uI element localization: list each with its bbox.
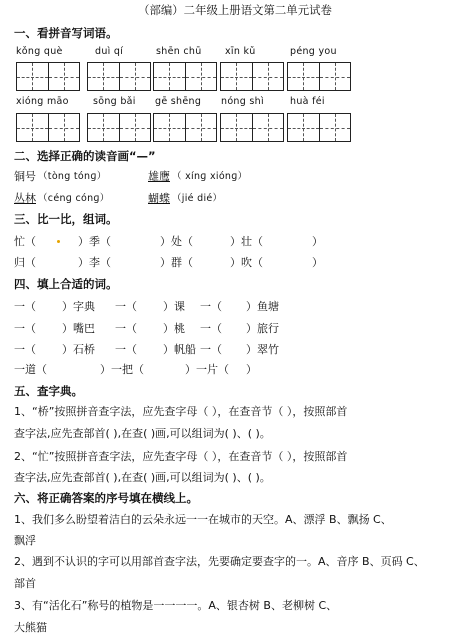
section-2-heading: 二、选择正确的读音画“—” — [14, 149, 156, 163]
pinyin-choice[interactable]: （ xínɡ xiónɡ） — [172, 171, 248, 182]
pinyin-xiongmao: xióng māo — [16, 96, 69, 107]
fill-measure: ）课 — [163, 300, 185, 313]
writing-grid[interactable] — [220, 62, 284, 91]
compare-char: ）季（ — [78, 235, 111, 248]
compare-char: ） — [312, 235, 323, 248]
dict-question-1: 1、“桥”按照拼音查字法，应先查字母（ ），在查音节（ ），按照部首 — [14, 405, 348, 418]
fill-measure: ）石桥 — [62, 343, 95, 356]
writing-grid[interactable] — [87, 113, 151, 142]
choice-question-3: 3、有“活化石”称号的植物是一一一一。A、银杏树 B、老柳树 C、 — [14, 599, 338, 612]
pinyin-choice[interactable]: （jié dié） — [172, 193, 223, 204]
dict-question-2-cont: 查字法,应先查部首( ),在查( )画,可以组词为( )、( )。 — [14, 471, 271, 484]
fill-measure: 一（ — [115, 343, 137, 356]
choice-question-2: 2、遇到不认识的字可以用部首查字法，先要确定要查字的一。A、音序 B、页码 C、 — [14, 555, 425, 568]
compare-char: ）李（ — [78, 256, 111, 269]
choice-question-1-cont: 飘浮 — [14, 534, 36, 547]
pinyin-duiqi: duì qí — [95, 46, 124, 57]
fill-measure: 一（ — [14, 343, 36, 356]
writing-grid[interactable] — [16, 62, 80, 91]
fill-measure: ）嘴巴 — [62, 322, 95, 335]
compare-char: ）吹（ — [230, 256, 263, 269]
fill-measure: ）鱼塘 — [246, 300, 279, 313]
word-tonghao: 铜号 — [14, 170, 36, 183]
writing-grid[interactable] — [87, 62, 151, 91]
word-conglin: 丛林 — [14, 192, 36, 205]
fill-measure: ）一把（ — [100, 363, 144, 376]
writing-grid[interactable] — [287, 62, 351, 91]
dict-question-1-cont: 查字法,应先查部首( ),在查( )画,可以组词为( )、( )。 — [14, 427, 271, 440]
choice-question-1: 1、我们多么盼望着洁白的云朵永远一一在城市的天空。A、漂浮 B、飘扬 C、 — [14, 513, 392, 526]
fill-measure: 一（ — [200, 343, 222, 356]
section-6-heading: 六、将正确答案的序号填在横线上。 — [14, 491, 198, 505]
word-xiongying: 雄鹰 — [148, 170, 170, 183]
fill-measure: 一（ — [115, 300, 137, 313]
fill-measure: ） — [246, 363, 257, 376]
section-4-heading: 四、填上合适的词。 — [14, 277, 118, 291]
compare-char: 归（ — [14, 256, 36, 269]
compare-char: ） — [312, 256, 323, 269]
pinyin-xinku: xīn kǔ — [225, 46, 256, 57]
choice-question-3-cont: 大熊猫 — [14, 621, 47, 634]
writing-grid[interactable] — [153, 113, 217, 142]
writing-grid[interactable] — [153, 62, 217, 91]
fill-measure: ）一片（ — [185, 363, 229, 376]
fill-measure: 一道（ — [14, 363, 47, 376]
fill-measure: ）旅行 — [246, 322, 279, 335]
fill-measure: 一（ — [200, 322, 222, 335]
pinyin-songbai: sōng bǎi — [93, 96, 136, 107]
compare-char: ）处（ — [160, 235, 193, 248]
fill-measure: ）翠竹 — [246, 343, 279, 356]
pinyin-shenchu: shēn chū — [156, 46, 202, 57]
highlight-dot — [57, 240, 60, 243]
section-3-heading: 三、比一比，组词。 — [14, 212, 118, 226]
pinyin-gesheng: gē shēng — [155, 96, 202, 107]
fill-measure: 一（ — [14, 300, 36, 313]
dict-question-2: 2、“忙”按照拼音查字法，应先查字母（ ），在查音节（ ），按照部首 — [14, 450, 348, 463]
pinyin-choice[interactable]: （cénɡ cónɡ） — [38, 193, 110, 204]
compare-char: ）壮（ — [230, 235, 263, 248]
fill-measure: 一（ — [14, 322, 36, 335]
word-hudie: 蝴蝶 — [148, 192, 170, 205]
exam-title: （部编）二年级上册语文第二单元试卷 — [138, 3, 332, 17]
writing-grid[interactable] — [287, 113, 351, 142]
writing-grid[interactable] — [220, 113, 284, 142]
choice-question-2-cont: 部首 — [14, 577, 36, 590]
pinyin-huafei: huà féi — [290, 96, 325, 107]
pinyin-nongshi: nóng shì — [221, 96, 264, 107]
section-1-heading: 一、看拼音写词语。 — [14, 26, 118, 40]
fill-measure: 一（ — [200, 300, 222, 313]
fill-measure: ）桃 — [163, 322, 185, 335]
compare-char: 忙（ — [14, 235, 36, 248]
section-5-heading: 五、查字典。 — [14, 384, 83, 398]
fill-measure: ）字典 — [62, 300, 95, 313]
compare-char: ）群（ — [160, 256, 193, 269]
pinyin-kongque: kǒng què — [16, 46, 63, 57]
fill-measure: 一（ — [115, 322, 137, 335]
pinyin-pengyou: péng you — [290, 46, 337, 57]
writing-grid[interactable] — [16, 113, 80, 142]
fill-measure: ）帆船 — [163, 343, 196, 356]
pinyin-choice[interactable]: （tòng tónɡ） — [38, 171, 107, 182]
